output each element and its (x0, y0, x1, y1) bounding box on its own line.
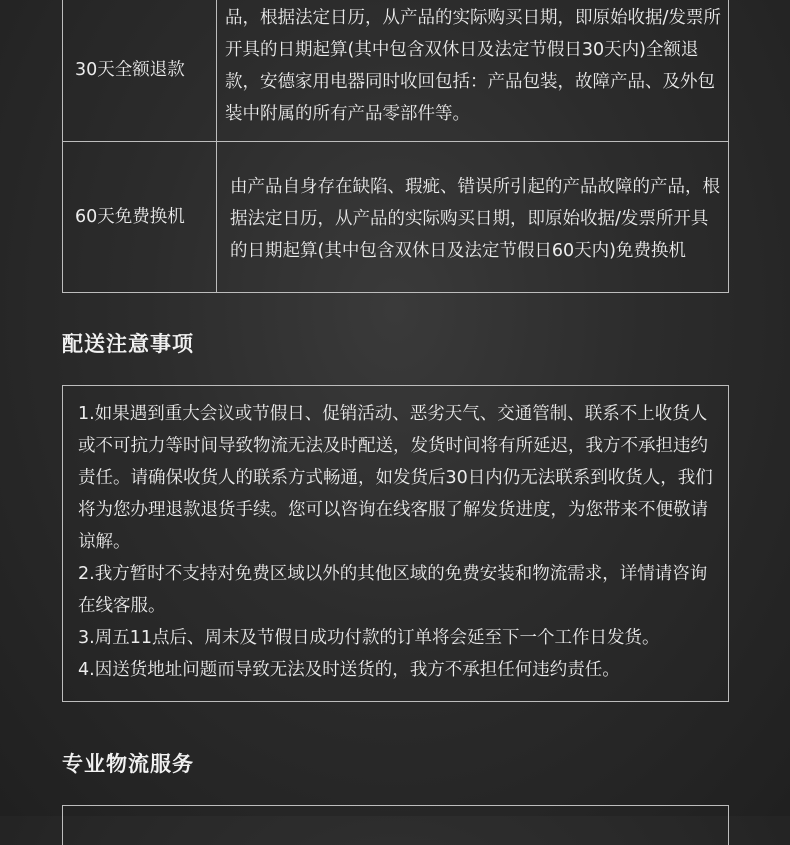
delivery-notice-item-2: 2.我方暂时不支持对免费区域以外的其他区域的免费安装和物流需求，详情请咨询在线客服。 (78, 564, 708, 616)
table-row (63, 0, 729, 142)
delivery-notice-item-3: 3.周五11点后、周末及节假日成功付款的订单将会延至下一个工作日发货。 (78, 628, 660, 648)
policy-desc-exchange: 由产品自身存在缺陷、瑕疵、错误所引起的产品故障的产品，根据法定日历，从产品的实际购买日期，即原始收据/发票所开具的日期起算(其中包含双休日及法定节假日60天内)免费换机 (217, 142, 729, 293)
logistics-service-title: 专业物流服务 (62, 752, 194, 776)
policy-name-refund: 30天全额退款 (63, 0, 217, 142)
policy-name-exchange: 60天免费换机 (63, 142, 217, 293)
table-row (63, 142, 729, 293)
policy-desc-refund: 品，根据法定日历，从产品的实际购买日期，即原始收据/发票所开具的日期起算(其中包含双休日及法定节假日30天内)全额退款，安德家用电器同时收回包括：产品包装，故障产品、及外包装中附属的所有产品零部件等。 (217, 0, 729, 142)
service-policy-table (62, 0, 729, 293)
logistics-service-box (62, 805, 729, 845)
delivery-notice-box (62, 385, 729, 702)
delivery-notice-title: 配送注意事项 (62, 332, 194, 356)
delivery-notice-item-1: 1.如果遇到重大会议或节假日、促销活动、恶劣天气、交通管制、联系不上收货人或不可抗力等时间导致物流无法及时配送，发货时间将有所延迟，我方不承担违约责任。请确保收货人的联系方式畅通，如发货后30日内仍无法联系到收货人，我们将为您办理退款退货手续。您可以咨询在线客服了解发货进度，为您带来不便敬请谅解。 (78, 404, 713, 552)
delivery-notice-item-4: 4.因送货地址问题而导致无法及时送货的，我方不承担任何违约责任。 (78, 660, 620, 680)
